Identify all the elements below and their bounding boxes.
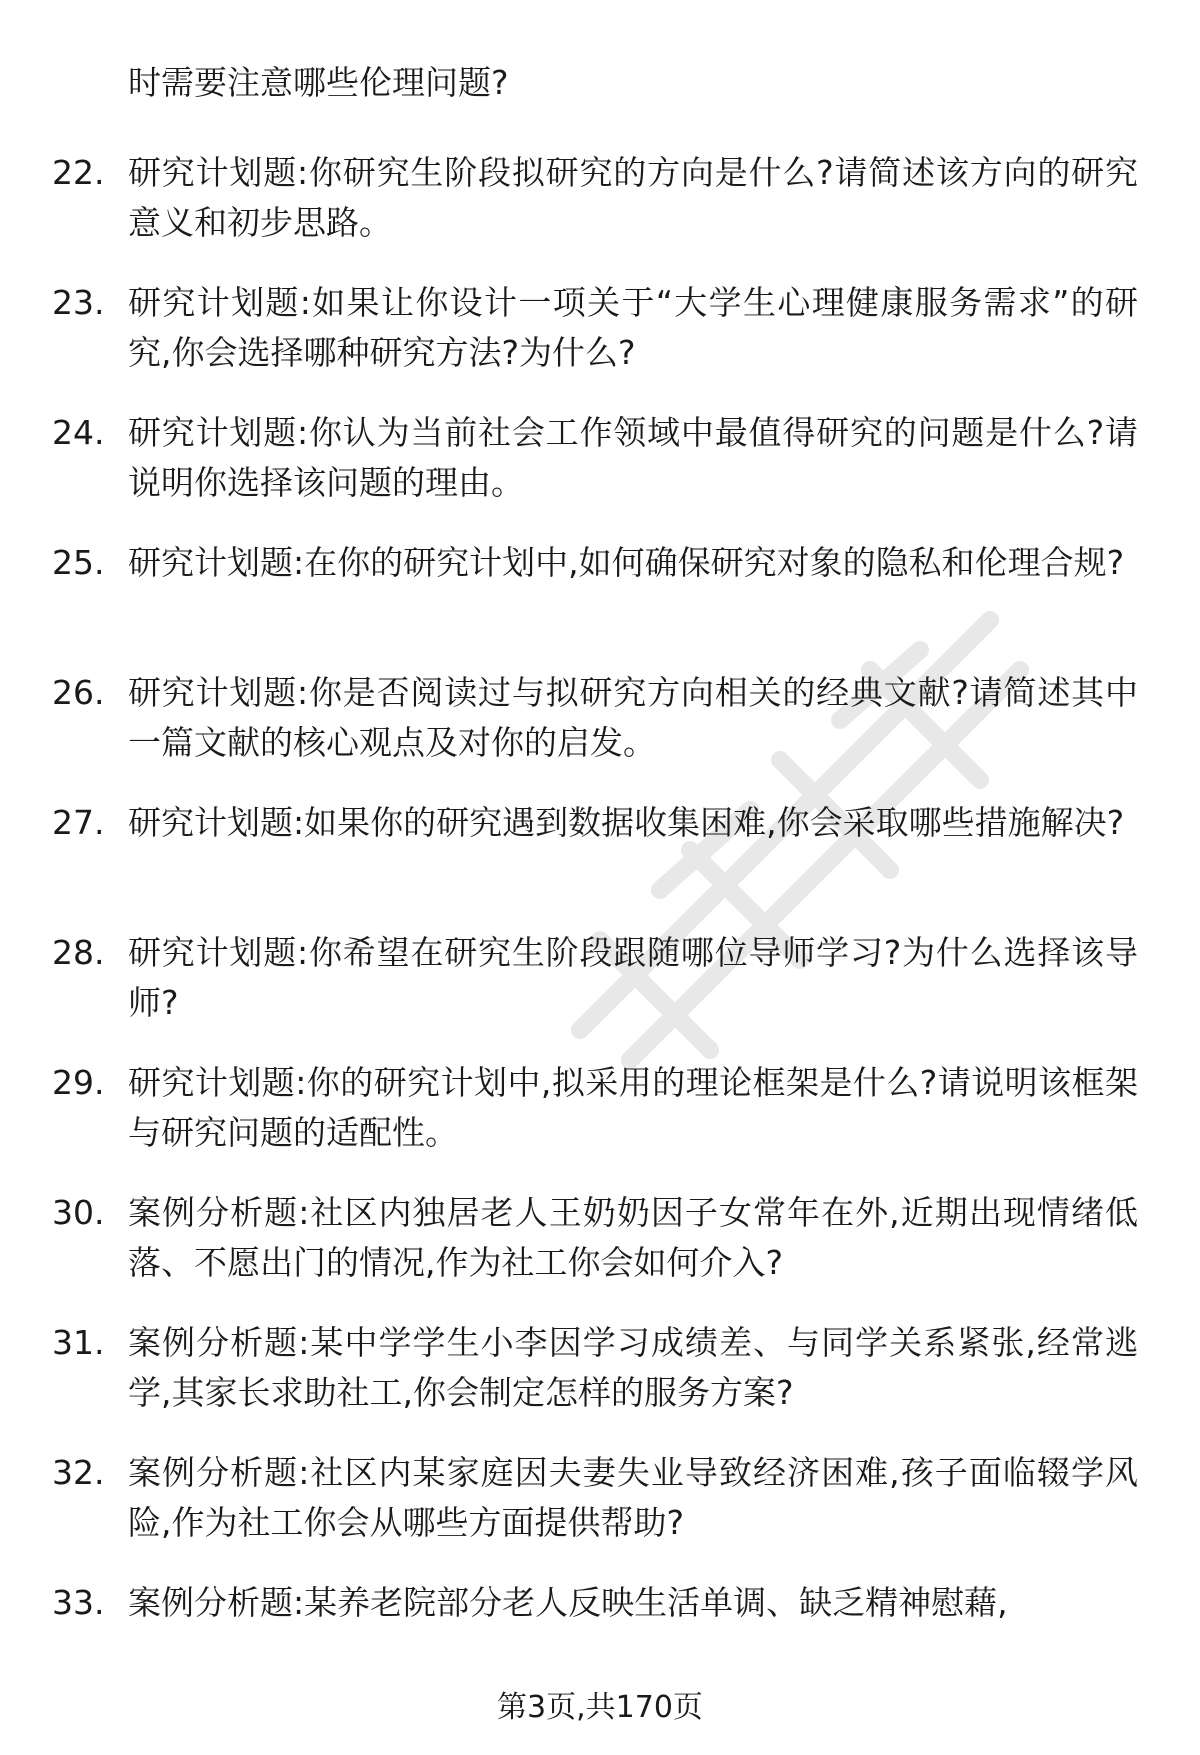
question-text: 案例分析题:某中学学生小李因学习成绩差、与同学关系紧张,经常逃学,其家长求助社工,你会制定怎样的服务方案? <box>128 1323 1138 1412</box>
question-number: 31. <box>52 1323 105 1362</box>
question-number: 22. <box>52 153 105 192</box>
question-text: 研究计划题:如果让你设计一项关于“大学生心理健康服务需求”的研究,你会选择哪种研究方法?为什么? <box>128 283 1138 372</box>
question-item <box>0 1058 1200 1188</box>
question-item <box>0 668 1200 798</box>
question-number: 33. <box>52 1583 105 1622</box>
question-number: 27. <box>52 803 105 842</box>
question-number: 29. <box>52 1063 105 1102</box>
question-item <box>0 148 1200 278</box>
question-number: 24. <box>52 413 105 452</box>
question-number: 23. <box>52 283 105 322</box>
question-text: 研究计划题:在你的研究计划中,如何确保研究对象的隐私和伦理合规? <box>128 543 1125 582</box>
continuation-text: 时需要注意哪些伦理问题? <box>128 63 509 102</box>
question-text: 研究计划题:你是否阅读过与拟研究方向相关的经典文献?请简述其中一篇文献的核心观点及对你的启发。 <box>128 673 1138 762</box>
question-item <box>0 1188 1200 1318</box>
question-item <box>0 538 1200 668</box>
question-number: 26. <box>52 673 105 712</box>
question-item <box>0 798 1200 928</box>
question-text: 研究计划题:你研究生阶段拟研究的方向是什么?请简述该方向的研究意义和初步思路。 <box>128 153 1138 242</box>
question-item <box>0 408 1200 538</box>
question-number: 28. <box>52 933 105 972</box>
question-text: 案例分析题:某养老院部分老人反映生活单调、缺乏精神慰藉, <box>128 1583 1008 1622</box>
question-text: 案例分析题:社区内某家庭因夫妻失业导致经济困难,孩子面临辍学风险,作为社工你会从哪些方面提供帮助? <box>128 1453 1138 1542</box>
question-item <box>0 278 1200 408</box>
question-text: 研究计划题:你希望在研究生阶段跟随哪位导师学习?为什么选择该导师? <box>128 933 1138 1022</box>
question-item <box>0 928 1200 1058</box>
question-number: 32. <box>52 1453 105 1492</box>
question-item <box>0 1448 1200 1578</box>
question-text: 案例分析题:社区内独居老人王奶奶因子女常年在外,近期出现情绪低落、不愿出门的情况,作为社工你会如何介入? <box>128 1193 1138 1282</box>
question-item <box>0 1318 1200 1448</box>
question-number: 30. <box>52 1193 105 1232</box>
question-text: 研究计划题:你认为当前社会工作领域中最值得研究的问题是什么?请说明你选择该问题的理由。 <box>128 413 1138 502</box>
question-text: 研究计划题:你的研究计划中,拟采用的理论框架是什么?请说明该框架与研究问题的适配性。 <box>128 1063 1138 1152</box>
page-footer: 第3页,共170页 <box>497 1690 703 1725</box>
question-text: 研究计划题:如果你的研究遇到数据收集困难,你会采取哪些措施解决? <box>128 803 1125 842</box>
question-number: 25. <box>52 543 105 582</box>
question-list <box>0 148 1200 1708</box>
